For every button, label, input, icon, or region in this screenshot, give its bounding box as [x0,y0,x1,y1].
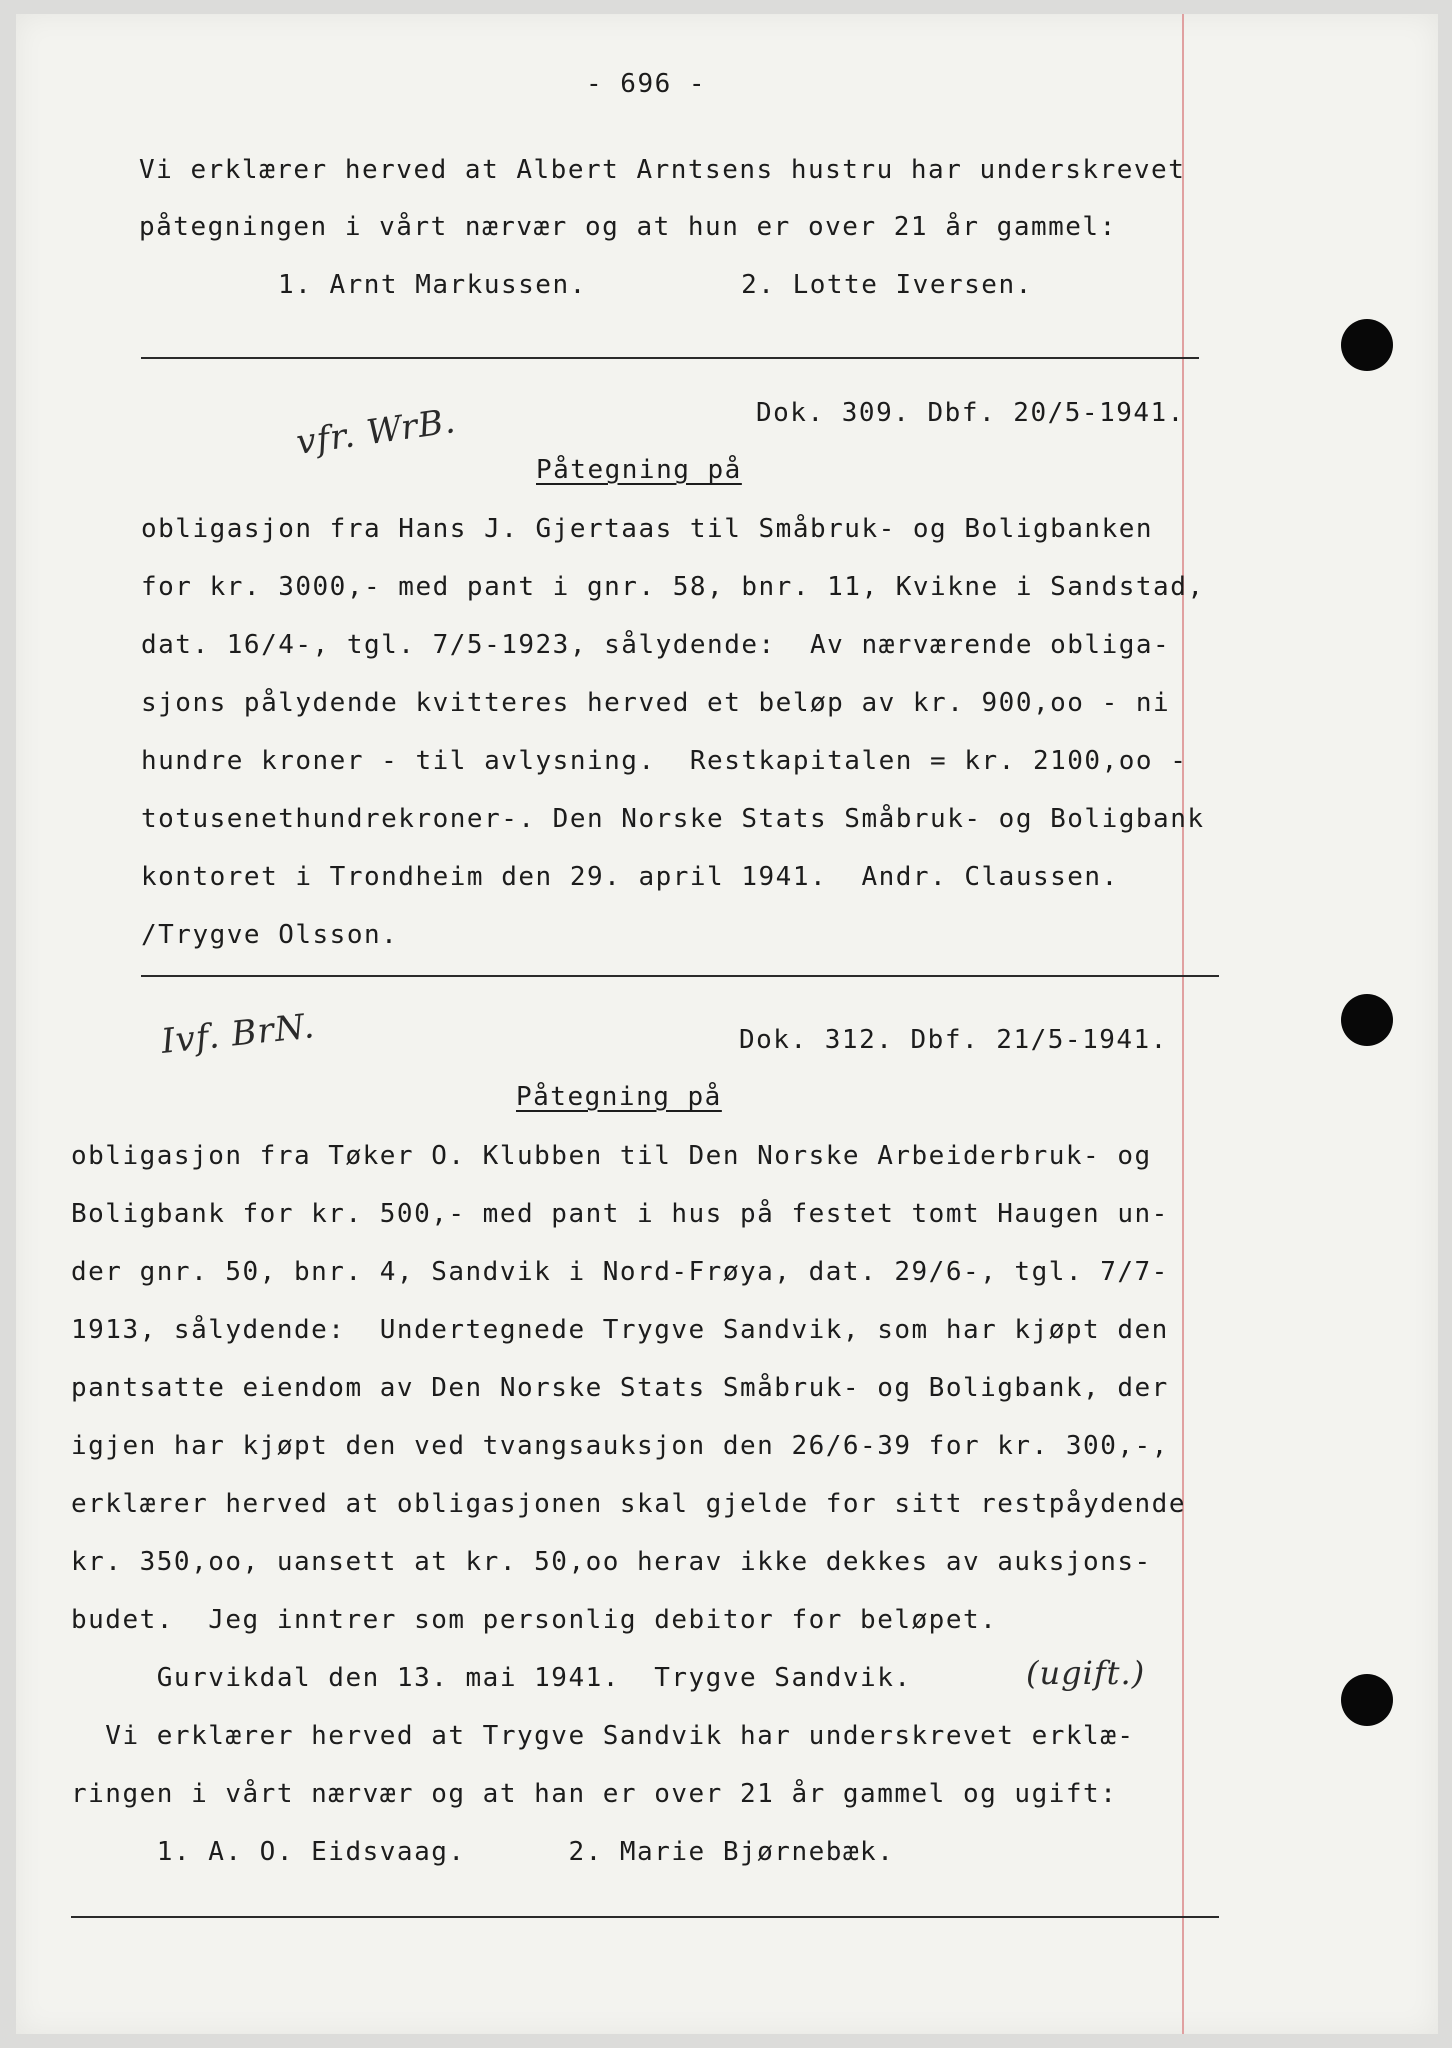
signature-line: Gurvikdal den 13. mai 1941. Trygve Sandvik. [71,1663,912,1693]
body-line: obligasjon fra Tøker O. Klubben til Den Norske Arbeiderbruk- og [71,1141,1152,1171]
body-line: Vi erklærer herved at Trygve Sandvik har underskrevet erklæ- [71,1721,1135,1751]
body-line: kontoret i Trondheim den 29. april 1941. Andr. Claussen. [141,862,1119,892]
body-line: der gnr. 50, bnr. 4, Sandvik i Nord-Frøya, dat. 29/6-, tgl. 7/7- [71,1257,1169,1287]
body-line: pantsatte eiendom av Den Norske Stats Småbruk- og Boligbank, der [71,1373,1169,1403]
document-page [16,14,1438,2034]
body-line: hundre kroner - til avlysning. Restkapitalen = kr. 2100,oo - [141,746,1188,776]
handwritten-annotation: (ugift.) [1026,1654,1146,1692]
section1-witnesses: 1. Arnt Markussen. 2. Lotte Iversen. [278,270,1033,300]
section-divider [71,1916,1219,1918]
body-line: /Trygve Olsson. [141,920,399,950]
witnesses-line: 1. A. O. Eidsvaag. 2. Marie Bjørnebæk. [71,1837,895,1867]
doc-reference: Dok. 312. Dbf. 21/5-1941. [739,1025,1168,1055]
section-divider [141,357,1199,359]
section-heading: Påtegning på [536,455,742,485]
body-line: budet. Jeg inntrer som personlig debitor for beløpet. [71,1605,998,1635]
binder-hole-bottom [1341,1674,1393,1726]
body-line: obligasjon fra Hans J. Gjertaas til Småbruk- og Boligbanken [141,514,1154,544]
body-line: totusenethundrekroner-. Den Norske Stats Småbruk- og Boligbank [141,804,1205,834]
margin-note: Ivf. BrN. [159,1006,317,1062]
body-line: igjen har kjøpt den ved tvangsauksjon den 26/6-39 for kr. 300,-, [71,1431,1169,1461]
doc-reference: Dok. 309. Dbf. 20/5-1941. [756,398,1185,428]
red-margin-line [1182,14,1184,2034]
section1-line: Vi erklærer herved at Albert Arntsens hustru har underskrevet [139,155,1186,185]
body-line: Boligbank for kr. 500,- med pant i hus på festet tomt Haugen un- [71,1199,1169,1229]
body-line: for kr. 3000,- med pant i gnr. 58, bnr. 11, Kvikne i Sandstad, [141,572,1205,602]
body-line: ringen i vårt nærvær og at han er over 21 år gammel og ugift: [71,1779,1118,1809]
binder-hole-middle [1341,994,1393,1046]
body-line: kr. 350,oo, uansett at kr. 50,oo herav ikke dekkes av auksjons- [71,1547,1152,1577]
body-line: sjons pålydende kvitteres herved et beløp av kr. 900,oo - ni [141,688,1171,718]
body-line: dat. 16/4-, tgl. 7/5-1923, sålydende: Av nærværende obliga- [141,630,1171,660]
binder-hole-top [1341,319,1393,371]
body-line: 1913, sålydende: Undertegnede Trygve Sandvik, som har kjøpt den [71,1315,1169,1345]
page-number: - 696 - [586,69,707,99]
section-divider [141,975,1219,977]
section-heading: Påtegning på [516,1082,722,1112]
margin-note: vfr. WrB. [293,401,459,463]
body-line: erklærer herved at obligasjonen skal gjelde for sitt restpåydende [71,1489,1186,1519]
section1-line: påtegningen i vårt nærvær og at hun er over 21 år gammel: [139,212,1117,242]
